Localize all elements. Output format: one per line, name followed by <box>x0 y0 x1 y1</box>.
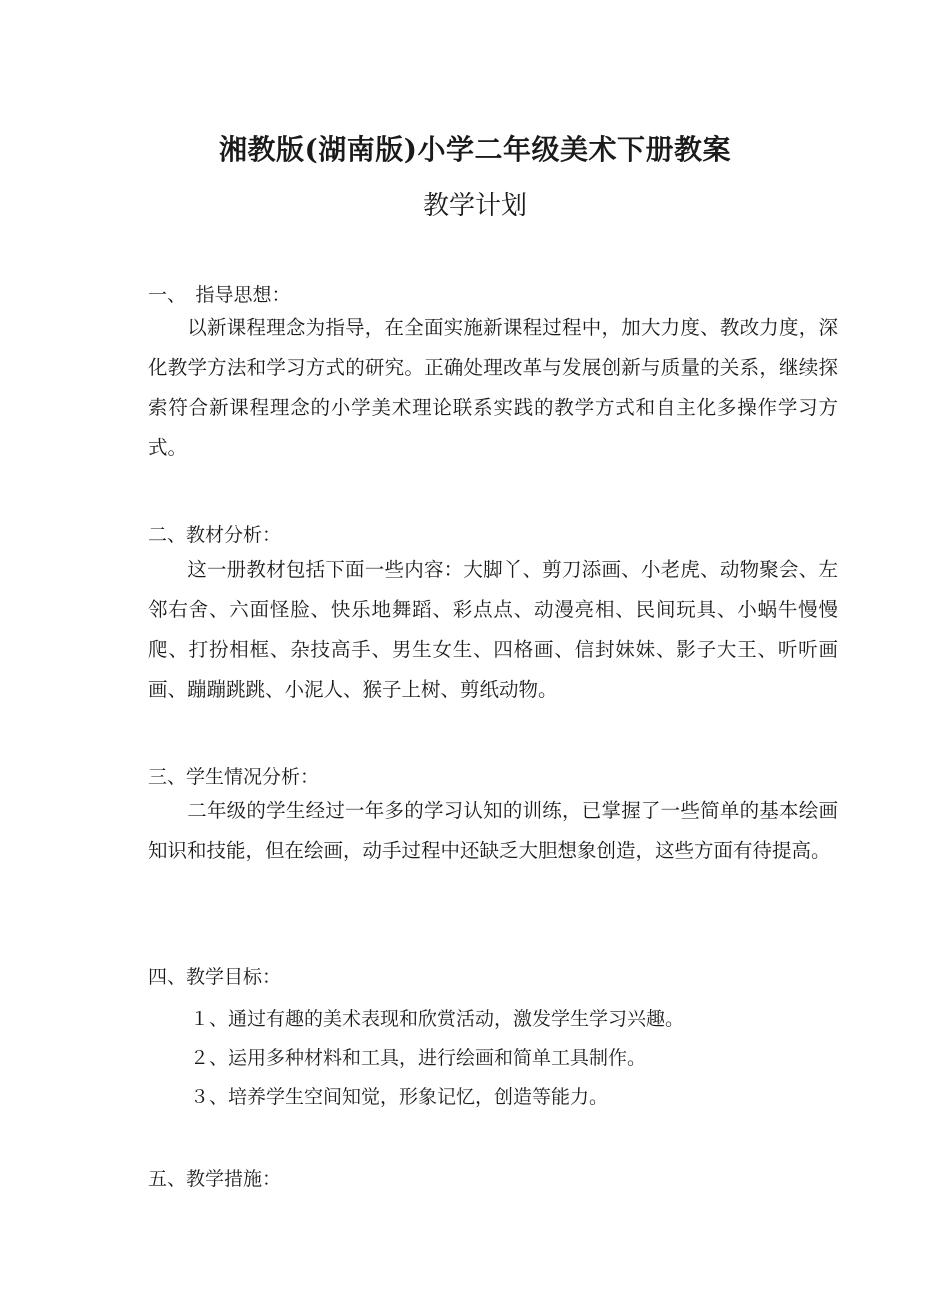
section-paragraph-textbook-analysis <box>148 550 838 710</box>
section-heading-teaching-goals: 四、教学目标： <box>148 966 282 988</box>
section-heading-textbook-analysis: 二、教材分析： <box>148 524 282 546</box>
document-title: 湘教版(湖南版)小学二年级美术下册教案 <box>219 133 731 166</box>
paragraph-text: 这一册教材包括下面一些内容：大脚丫、剪刀添画、小老虎、动物聚会、左邻右舍、六面怪脸、快乐地舞蹈、彩点点、动漫亮相、民间玩具、小蜗牛慢慢爬、打扮相框、杂技高手、男生女生、四格画、信封妹妹、影子大王、听听画画、蹦蹦跳跳、小泥人、猴子上树、剪纸动物。 <box>148 558 838 701</box>
goal-list-item: ２、运用多种材料和工具，进行绘画和简单工具制作。 <box>190 1047 647 1069</box>
paragraph-text: 以新课程理念为指导，在全面实施新课程过程中，加大力度、教改力度，深化教学方法和学习方式的研究。正确处理改革与发展创新与质量的关系，继续探索符合新课程理念的小学美术理论联系实践的教学方式和自主化多操作学习方式。 <box>148 316 838 459</box>
goal-list-item: ３、培养学生空间知觉，形象记忆，创造等能力。 <box>190 1086 609 1108</box>
section-heading-student-analysis: 三、学生情况分析： <box>148 766 320 788</box>
section-heading-guiding-thought: 一、 指导思想： <box>148 284 291 306</box>
document-subtitle: 教学计划 <box>422 191 527 221</box>
paragraph-text: 二年级的学生经过一年多的学习认知的训练，已掌握了一些简单的基本绘画知识和技能，但在绘画，动手过程中还缺乏大胆想象创造，这些方面有待提高。 <box>148 799 838 862</box>
section-heading-teaching-measures: 五、教学措施： <box>148 1168 282 1190</box>
section-paragraph-guiding-thought <box>148 308 838 468</box>
section-paragraph-student-analysis <box>148 791 838 871</box>
goal-list-item: １、通过有趣的美术表现和欣赏活动，激发学生学习兴趣。 <box>190 1008 685 1030</box>
